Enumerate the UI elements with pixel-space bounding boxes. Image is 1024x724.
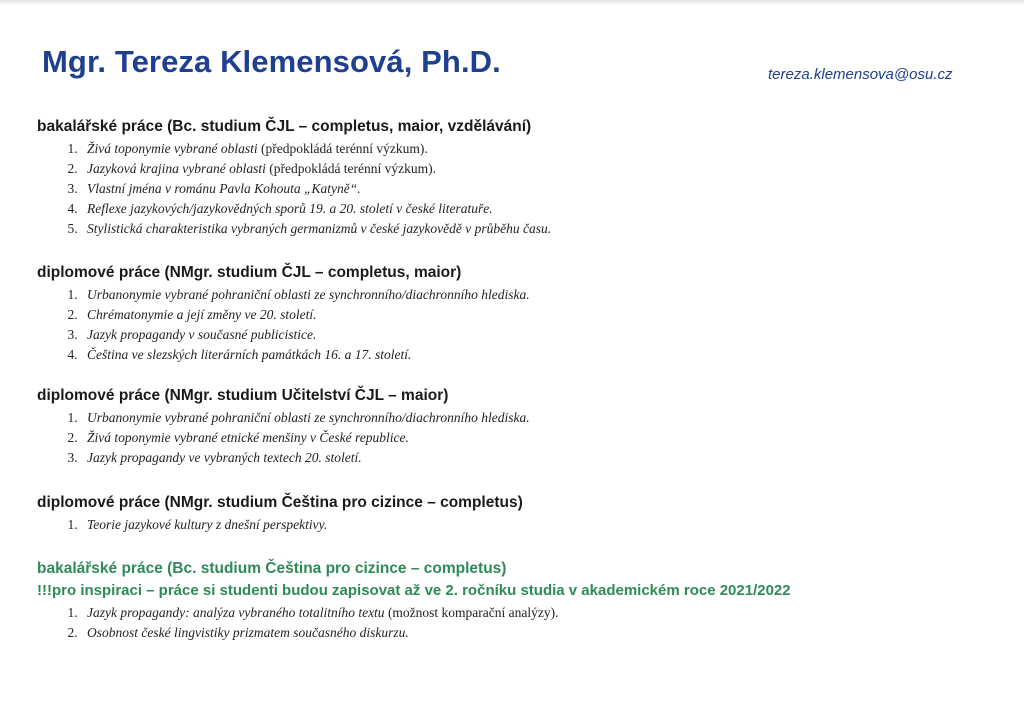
topic-item [81, 199, 997, 219]
topic-list [37, 139, 997, 239]
topic-item [81, 345, 997, 365]
section-nmgr-cjl [37, 263, 997, 365]
topic-item [81, 448, 997, 468]
inspiration-note: !!!pro inspiraci – práce si studenti budou zapisovat až ve 2. ročníku studia v akademickém roce 2021/2022 [37, 582, 791, 599]
topic-title: Jazyk propagandy: analýza vybraného totalitního textu [87, 605, 385, 620]
topic-item [81, 179, 997, 199]
topic-item [81, 408, 997, 428]
topic-title: Stylistická charakteristika vybraných germanizmů v české jazykovědě v průběhu času. [87, 221, 552, 236]
topic-item [81, 139, 997, 159]
section-bc-cjl [37, 117, 997, 239]
topic-note: (předpokládá terénní výzkum). [265, 161, 437, 176]
section-heading: bakalářské práce (Bc. studium ČJL – completus, maior, vzdělávání) [37, 118, 532, 135]
section-heading: diplomové práce (NMgr. studium Čeština pro cizince – completus) [37, 494, 523, 511]
email-address: tereza.klemensova@osu.cz [768, 66, 953, 83]
topic-title: Teorie jazykové kultury z dnešní perspektivy. [87, 517, 328, 532]
section-bc-cizinci [37, 559, 997, 643]
topic-title: Chrématonymie a její změny ve 20. století. [87, 307, 317, 322]
topic-item [81, 325, 997, 345]
topic-list [37, 408, 997, 468]
topic-item [81, 603, 997, 623]
section-heading: diplomové práce (NMgr. studium Učitelství ČJL – maior) [37, 387, 449, 404]
topic-item [81, 515, 997, 535]
topic-title: Jazyková krajina vybrané oblasti [87, 161, 266, 176]
topic-title: Urbanonymie vybrané pohraniční oblasti ze synchronního/diachronního hlediska. [87, 287, 530, 302]
section-heading: bakalářské práce (Bc. studium Čeština pro cizince – completus) [37, 560, 507, 577]
topic-note: (možnost komparační analýzy). [384, 605, 559, 620]
section-nmgr-cizinci [37, 493, 997, 535]
topic-item [81, 159, 997, 179]
topic-item [81, 285, 997, 305]
topic-title: Jazyk propagandy ve vybraných textech 20. století. [87, 450, 362, 465]
topic-title: Čeština ve slezských literárních památkách 16. a 17. století. [87, 347, 412, 362]
topic-list [37, 603, 997, 643]
page-title: Mgr. Tereza Klemensová, Ph.D. [42, 44, 501, 79]
topic-title: Reflexe jazykových/jazykovědných sporů 19. a 20. století v české literatuře. [87, 201, 493, 216]
topic-item [81, 623, 997, 643]
topic-title: Urbanonymie vybrané pohraniční oblasti ze synchronního/diachronního hlediska. [87, 410, 530, 425]
topic-item [81, 428, 997, 448]
topic-list [37, 515, 997, 535]
topic-list [37, 285, 997, 365]
topic-item [81, 219, 997, 239]
topic-item [81, 305, 997, 325]
topic-title: Živá toponymie vybrané etnické menšiny v České republice. [87, 430, 409, 445]
topic-title: Jazyk propagandy v současné publicistice. [87, 327, 317, 342]
topic-title: Osobnost české lingvistiky prizmatem současného diskurzu. [87, 625, 409, 640]
topic-note: (předpokládá terénní výzkum). [257, 141, 428, 156]
topic-title: Živá toponymie vybrané oblasti [87, 141, 258, 156]
section-nmgr-ucitelstvi [37, 386, 997, 468]
section-heading: diplomové práce (NMgr. studium ČJL – completus, maior) [37, 264, 462, 281]
topic-title: Vlastní jména v románu Pavla Kohouta „Katyně“. [87, 181, 361, 196]
scan-edge [0, 0, 1024, 5]
